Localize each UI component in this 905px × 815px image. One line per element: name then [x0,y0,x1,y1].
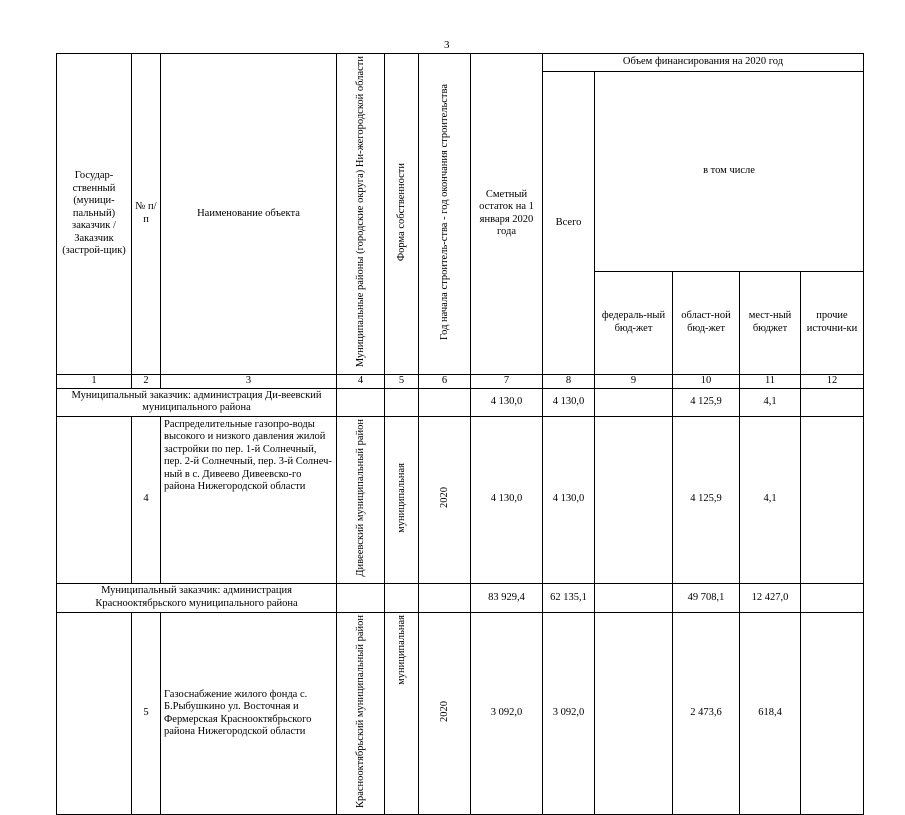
remaining-value: 4 130,0 [471,416,543,583]
regional-value: 4 125,9 [673,416,740,583]
header-regional: област-ной бюд-жет [673,271,740,374]
district: Краснооктябрьский муниципальный район [355,614,366,808]
ownership-cell [385,416,419,583]
header-districts: Муниципальные районы (городские округа) Ни-жегородской области [355,56,366,368]
year-cell [419,416,471,583]
col-number: 2 [132,374,161,388]
col-number: 4 [337,374,385,388]
header-num: № п/п [132,54,161,375]
col-number: 10 [673,374,740,388]
header-federal: федераль-ный бюд-жет [595,271,673,374]
federal-value [595,388,673,416]
regional-value: 2 473,6 [673,612,740,815]
table-row [57,612,864,815]
col-number: 11 [740,374,801,388]
col-number: 12 [801,374,864,388]
col-number: 6 [419,374,471,388]
federal-value [595,416,673,583]
table-row [57,388,864,416]
header-object-name: Наименование объекта [161,54,337,375]
col-number: 3 [161,374,337,388]
financing-table [56,53,864,815]
header-years: Год начала строитель-ства - год окончания строительства [439,83,450,340]
year: 2020 [439,486,450,508]
header-districts-cell [337,54,385,375]
col-number: 5 [385,374,419,388]
local-value: 4,1 [740,388,801,416]
header-total: Всего [543,72,595,375]
ownership: муниципальная [396,614,407,685]
local-value: 618,4 [740,612,801,815]
col-number: 1 [57,374,132,388]
group-customer: Муниципальный заказчик: администрация Краснооктябрьского муниципального района [57,583,337,612]
other-value [801,583,864,612]
regional-value: 4 125,9 [673,388,740,416]
remaining-value: 83 929,4 [471,583,543,612]
other-value [801,388,864,416]
remaining-value: 4 130,0 [471,388,543,416]
local-value: 12 427,0 [740,583,801,612]
remaining-value: 3 092,0 [471,612,543,815]
col-number: 9 [595,374,673,388]
header-financing: Объем финансирования на 2020 год [543,54,864,72]
col-number: 7 [471,374,543,388]
header-local: мест-ный бюджет [740,271,801,374]
other-value [801,416,864,583]
column-number-row [57,374,864,388]
federal-value [595,583,673,612]
ownership: муниципальная [396,462,407,533]
year: 2020 [439,700,450,722]
object-num: 4 [132,416,161,583]
object-num: 5 [132,612,161,815]
year-cell [419,612,471,815]
federal-value [595,612,673,815]
total-value: 4 130,0 [543,388,595,416]
total-value: 4 130,0 [543,416,595,583]
page-number: 3 [444,39,450,51]
other-value [801,612,864,815]
header-other: прочие источни-ки [801,271,864,374]
district: Дивеевский муниципальный район [355,418,366,577]
local-value: 4,1 [740,416,801,583]
table-row [57,416,864,583]
header-remaining: Сметный остаток на 1 января 2020 года [471,54,543,375]
group-customer: Муниципальный заказчик: администрация Ди-веевский муниципального района [57,388,337,416]
total-value: 3 092,0 [543,612,595,815]
object-name: Газоснабжение жилого фонда с. Б.Рыбушкино ул. Восточная и Фермерская Краснооктябрьского района Нижегородской области [161,612,337,815]
ownership-cell [385,612,419,815]
object-name: Распределительные газопро-воды высокого и низкого давления жилой застройки по пер. 1-й Солнечный, пер. 2-й Солнечный, пер. 3-й Солнеч-ный в с. Дивеево Дивеевско-го района Нижегородской области [161,416,337,583]
district-cell [337,612,385,815]
header-including: в том числе [595,72,864,272]
table-row [57,583,864,612]
header-ownership: Форма собственности [396,162,407,261]
header-ownership-cell [385,54,419,375]
header-customer: Государ-ственный (муници-пальный) заказчик / Заказчик (застрой-щик) [57,54,132,375]
regional-value: 49 708,1 [673,583,740,612]
total-value: 62 135,1 [543,583,595,612]
district-cell [337,416,385,583]
header-years-cell [419,54,471,375]
col-number: 8 [543,374,595,388]
